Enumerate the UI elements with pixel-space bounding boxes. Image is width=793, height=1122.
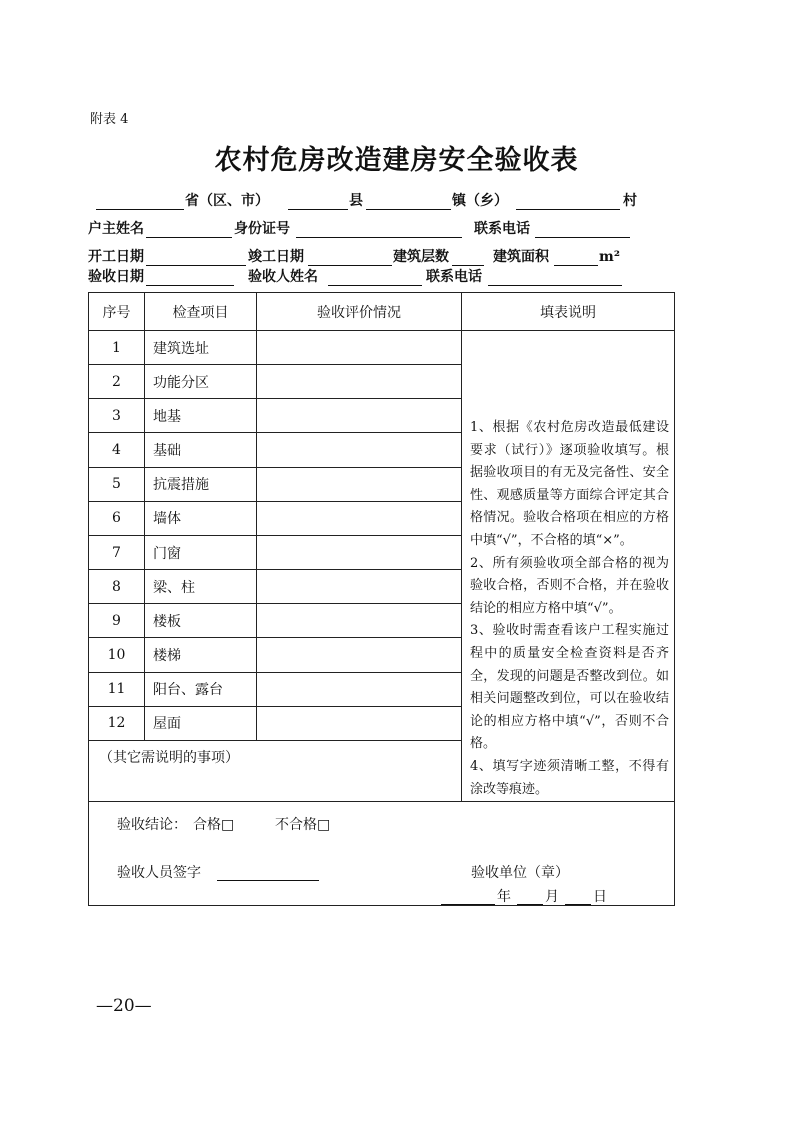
- row-item: 基础: [145, 433, 257, 467]
- row-seq: 9: [89, 604, 145, 638]
- row-seq: 4: [89, 433, 145, 467]
- row-item: 屋面: [145, 706, 257, 740]
- evaluation-cell[interactable]: [257, 638, 462, 672]
- header-item: 检查项目: [145, 293, 257, 331]
- instructions-cell: [462, 331, 675, 802]
- fail-checkbox[interactable]: 不合格□: [275, 817, 331, 834]
- row-item: 功能分区: [145, 365, 257, 399]
- owner-name-label: 户主姓名: [88, 221, 144, 237]
- evaluation-cell[interactable]: [257, 535, 462, 569]
- instruction-4: 4、填写字迹须清晰工整，不得有涂改等痕迹。: [470, 758, 669, 797]
- owner-line: [88, 218, 678, 240]
- other-matters-cell[interactable]: [89, 740, 462, 801]
- row-seq: 10: [89, 638, 145, 672]
- inspection-table: [88, 292, 675, 906]
- row-seq: 7: [89, 535, 145, 569]
- construction-line: [88, 246, 678, 268]
- village-blank[interactable]: [516, 190, 620, 210]
- table-row: [89, 331, 675, 365]
- inspection-line: [88, 266, 678, 288]
- evaluation-cell[interactable]: [257, 604, 462, 638]
- county-blank[interactable]: [288, 190, 348, 210]
- phone-blank-2[interactable]: [488, 266, 622, 286]
- owner-name-blank[interactable]: [146, 218, 232, 238]
- inspector-name-blank[interactable]: [328, 266, 422, 286]
- page-number: —20—: [96, 996, 152, 1016]
- row-item: 楼板: [145, 604, 257, 638]
- location-line: [88, 190, 678, 212]
- floors-blank[interactable]: [452, 246, 484, 266]
- instruction-2: 2、所有须验收项全部合格的视为验收合格，否则不合格，并在验收结论的相应方格中填“√”。: [470, 555, 669, 616]
- row-item: 抗震措施: [145, 467, 257, 501]
- conclusion-cell: [89, 802, 675, 906]
- instruction-3: 3、验收时需查看该户工程实施过程中的质量安全检查资料是否齐全，发现的问题是否整改到位。如相关问题整改到位，可以在验收结论的相应方格中填“√”，否则不合格。: [470, 623, 669, 752]
- row-seq: 1: [89, 331, 145, 365]
- phone-label-1: 联系电话: [474, 221, 530, 237]
- evaluation-cell[interactable]: [257, 399, 462, 433]
- town-label: 镇（乡）: [452, 193, 508, 209]
- village-label: 村: [623, 193, 637, 209]
- row-seq: 12: [89, 706, 145, 740]
- evaluation-cell[interactable]: [257, 672, 462, 706]
- town-blank[interactable]: [366, 190, 451, 210]
- row-seq: 3: [89, 399, 145, 433]
- start-date-blank[interactable]: [146, 246, 246, 266]
- month-label: 月: [545, 889, 559, 906]
- pass-checkbox[interactable]: 合格□: [193, 817, 235, 834]
- row-seq: 11: [89, 672, 145, 706]
- row-item: 墙体: [145, 501, 257, 535]
- inspector-name-label: 验收人姓名: [248, 269, 318, 285]
- inspection-date-blank[interactable]: [146, 266, 234, 286]
- floors-label: 建筑层数: [393, 249, 449, 265]
- other-matters-label: （其它需说明的事项）: [99, 749, 239, 766]
- area-blank[interactable]: [554, 246, 598, 266]
- header-seq: 序号: [89, 293, 145, 331]
- evaluation-cell[interactable]: [257, 501, 462, 535]
- id-number-label: 身份证号: [234, 221, 290, 237]
- attachment-label: 附表 4: [90, 112, 129, 127]
- evaluation-cell[interactable]: [257, 706, 462, 740]
- header-notes: 填表说明: [462, 293, 675, 331]
- month-blank[interactable]: [517, 886, 543, 905]
- completion-date-label: 竣工日期: [248, 249, 304, 265]
- row-item: 楼梯: [145, 638, 257, 672]
- row-seq: 5: [89, 467, 145, 501]
- id-number-blank[interactable]: [296, 218, 462, 238]
- instruction-1: 1、根据《农村危房改造最低建设要求（试行）》逐项验收填写。根据验收项目的有无及完备性、安全性、观感质量等方面综合评定其合格情况。验收合格项在相应的方格中填“√”，不合格的填“×”。: [470, 420, 669, 548]
- evaluation-cell[interactable]: [257, 433, 462, 467]
- day-label: 日: [593, 889, 607, 906]
- signature-label: 验收人员签字: [117, 865, 201, 882]
- row-seq: 8: [89, 570, 145, 604]
- inspection-date-label: 验收日期: [88, 269, 144, 285]
- form-title: 农村危房改造建房安全验收表: [214, 145, 579, 176]
- county-label: 县: [349, 193, 363, 209]
- phone-label-2: 联系电话: [426, 269, 482, 285]
- row-item: 建筑选址: [145, 331, 257, 365]
- conclusion-label: 验收结论：: [117, 817, 187, 834]
- evaluation-cell[interactable]: [257, 331, 462, 365]
- evaluation-cell[interactable]: [257, 570, 462, 604]
- year-blank[interactable]: [441, 886, 495, 905]
- phone-blank-1[interactable]: [535, 218, 630, 238]
- area-label: 建筑面积: [493, 249, 549, 265]
- row-item: 门窗: [145, 535, 257, 569]
- row-item: 阳台、露台: [145, 672, 257, 706]
- year-label: 年: [497, 889, 511, 906]
- row-item: 梁、柱: [145, 570, 257, 604]
- province-label: 省（区、市）: [185, 193, 269, 209]
- evaluation-cell[interactable]: [257, 365, 462, 399]
- start-date-label: 开工日期: [88, 249, 144, 265]
- header-evaluation: 验收评价情况: [257, 293, 462, 331]
- province-blank[interactable]: [96, 190, 184, 210]
- area-unit: m²: [599, 249, 620, 265]
- unit-label: 验收单位（章）: [471, 865, 569, 882]
- evaluation-cell[interactable]: [257, 467, 462, 501]
- row-seq: 6: [89, 501, 145, 535]
- row-seq: 2: [89, 365, 145, 399]
- completion-date-blank[interactable]: [308, 246, 392, 266]
- signature-blank[interactable]: [217, 862, 319, 881]
- day-blank[interactable]: [565, 886, 591, 905]
- row-item: 地基: [145, 399, 257, 433]
